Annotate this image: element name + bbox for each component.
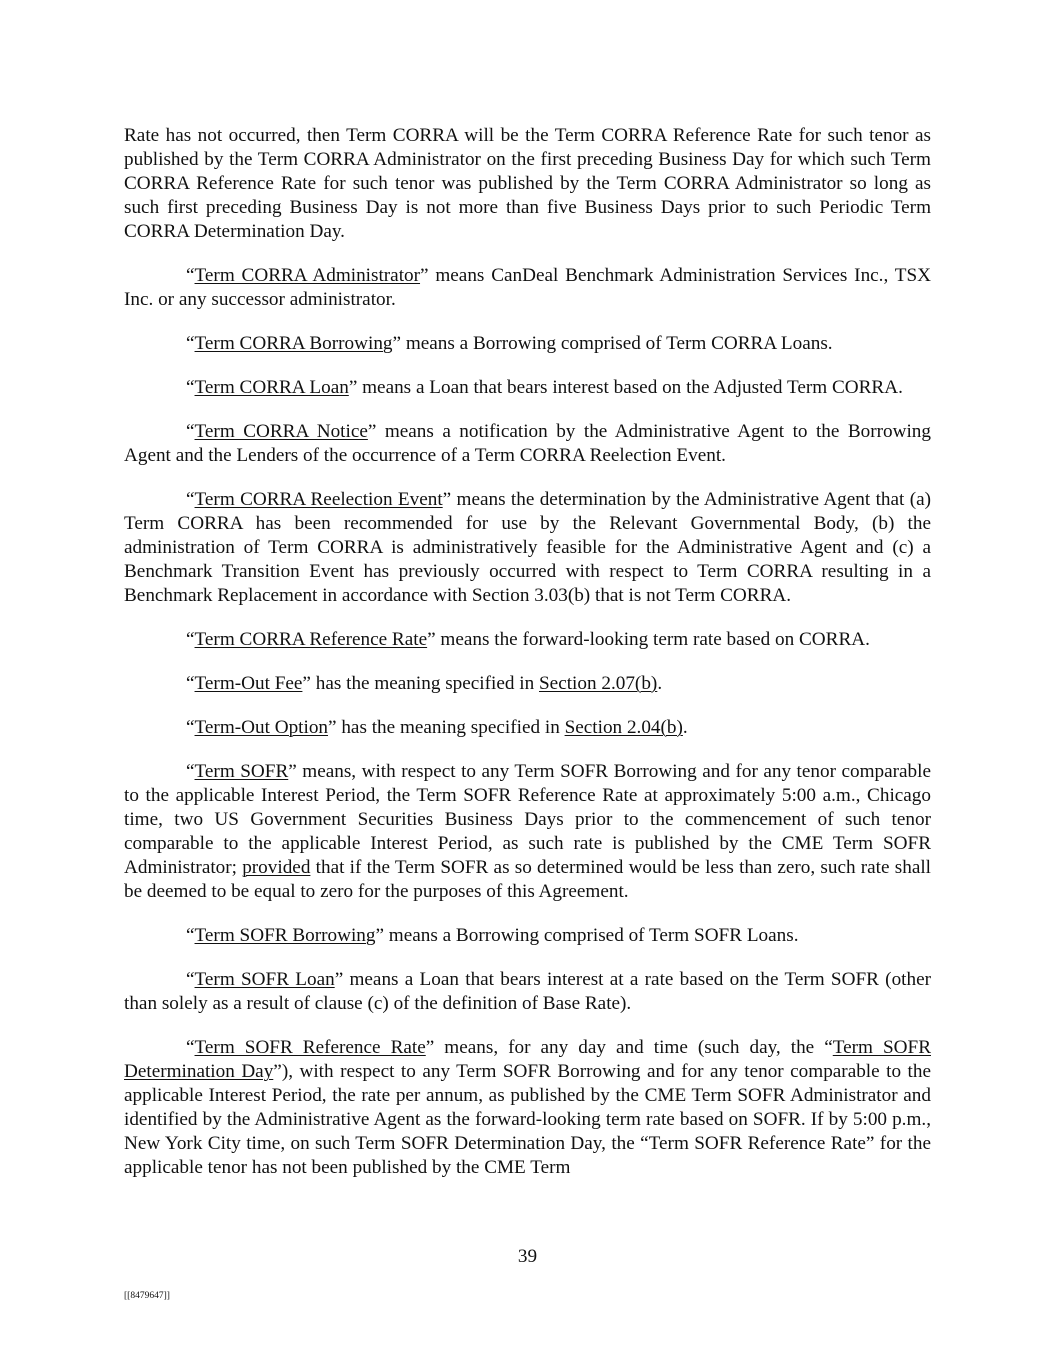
paragraph-text: . xyxy=(682,717,688,738)
underlined-term: provided xyxy=(242,857,311,878)
underlined-term: Term SOFR Loan xyxy=(194,969,335,990)
paragraph-text: ” means a Borrowing comprised of Term SOFR Loans. xyxy=(375,925,799,946)
paragraph-text: “ xyxy=(186,333,195,354)
paragraph-text: ” means the determination by the Administrative Agent that (a) Term CORRA has been recommended for use by the Relevant Governmental Body, (b) the administration of Term CORRA is administratively feasible for the Administrative Agent and (c) a Benchmark Transition Event has previously occurred with respect to Term CORRA resulting in a Benchmark Replacement in accordance with Section 3.03(b) that is not Term CORRA. xyxy=(124,489,931,606)
paragraph-text: “ xyxy=(186,925,195,946)
paragraph-text: “ xyxy=(186,673,195,694)
underlined-term: Term SOFR Determination Day xyxy=(124,1037,931,1082)
paragraph-text: ” means a notification by the Administrative Agent to the Borrowing Agent and the Lenders of the occurrence of a Term CORRA Reelection Event. xyxy=(124,421,931,466)
underlined-term: Term CORRA Loan xyxy=(194,377,349,398)
paragraph-text: that if the Term SOFR as so determined would be less than zero, such rate shall be deemed to be equal to zero for the purposes of this Agreement. xyxy=(124,857,931,902)
underlined-term: Term CORRA Reelection Event xyxy=(194,489,443,510)
underlined-term: Term-Out Fee xyxy=(194,673,303,694)
definition-paragraph xyxy=(124,1036,931,1180)
underlined-term: Term-Out Option xyxy=(194,717,329,738)
paragraph-text: ” means, with respect to any Term SOFR Borrowing and for any tenor comparable to the applicable Interest Period, the Term SOFR Reference Rate at approximately 5:00 a.m., Chicago time, two US Government Securities Business Days prior to the commencement of such tenor comparable to the applicable Interest Period, as such rate is published by the CME Term SOFR Administrator; xyxy=(124,761,931,878)
definition-paragraph xyxy=(124,488,931,608)
paragraph-text: ” means a Loan that bears interest at a rate based on the Term SOFR (other than solely as a result of clause (c) of the definition of Base Rate). xyxy=(124,969,931,1014)
paragraph-text: ”), with respect to any Term SOFR Borrowing and for any tenor comparable to the applicable Interest Period, the rate per annum, as published by the CME Term SOFR Administrator and identified by the Administrative Agent as the forward-looking term rate based on SOFR. If by 5:00 p.m., New York City time, on such Term SOFR Determination Day, the “Term SOFR Reference Rate” for the applicable tenor has not been published by the CME Term xyxy=(124,1061,932,1178)
paragraph-text: ” means CanDeal Benchmark Administration Services Inc., TSX Inc. or any successor administrator. xyxy=(124,265,931,310)
paragraph-text: “ xyxy=(186,377,195,398)
paragraph-text: ” means, for any day and time (such day, the “ xyxy=(425,1037,833,1058)
definition-paragraph xyxy=(124,124,931,244)
underlined-term: Term CORRA Borrowing xyxy=(194,333,393,354)
paragraph-text: ” means a Loan that bears interest based on the Adjusted Term CORRA. xyxy=(348,377,903,398)
document-body xyxy=(124,124,931,1200)
definition-paragraph xyxy=(124,628,931,652)
paragraph-text: “ xyxy=(186,969,195,990)
paragraph-text: “ xyxy=(186,761,195,782)
underlined-term: Section 2.07(b) xyxy=(539,673,658,694)
definition-paragraph xyxy=(124,332,931,356)
paragraph-text: “ xyxy=(186,489,195,510)
definition-paragraph xyxy=(124,264,931,312)
underlined-term: Term SOFR Reference Rate xyxy=(194,1037,426,1058)
paragraph-text: ” means a Borrowing comprised of Term CORRA Loans. xyxy=(392,333,833,354)
page-number: 39 xyxy=(517,1246,538,1267)
paragraph-text: Rate has not occurred, then Term CORRA will be the Term CORRA Reference Rate for such tenor as published by the Term CORRA Administrator on the first preceding Business Day for which such Term CORRA Reference Rate for such tenor was published by the Term CORRA Administrator so long as such first preceding Business Day is not more than five Business Days prior to such Periodic Term CORRA Determination Day. xyxy=(124,125,931,242)
definition-paragraph xyxy=(124,376,931,400)
definition-paragraph xyxy=(124,716,931,740)
paragraph-text: ” means the forward-looking term rate based on CORRA. xyxy=(427,629,870,650)
paragraph-text: “ xyxy=(186,421,195,442)
underlined-term: Term SOFR xyxy=(194,761,289,782)
underlined-term: Section 2.04(b) xyxy=(564,717,683,738)
paragraph-text: “ xyxy=(186,717,195,738)
document-id-footer: [[8479647]] xyxy=(124,1291,170,1301)
paragraph-text: ” has the meaning specified in xyxy=(302,673,539,694)
underlined-term: Term CORRA Reference Rate xyxy=(194,629,428,650)
underlined-term: Term CORRA Notice xyxy=(194,421,368,442)
paragraph-text: . xyxy=(657,673,663,694)
definition-paragraph xyxy=(124,760,931,904)
paragraph-text: “ xyxy=(186,1037,195,1058)
paragraph-text: “ xyxy=(186,265,195,286)
underlined-term: Term SOFR Borrowing xyxy=(194,925,376,946)
definition-paragraph xyxy=(124,924,931,948)
underlined-term: Term CORRA Administrator xyxy=(194,265,421,286)
definition-paragraph xyxy=(124,672,931,696)
definition-paragraph xyxy=(124,968,931,1016)
paragraph-text: ” has the meaning specified in xyxy=(328,717,565,738)
definition-paragraph xyxy=(124,420,931,468)
paragraph-text: “ xyxy=(186,629,195,650)
